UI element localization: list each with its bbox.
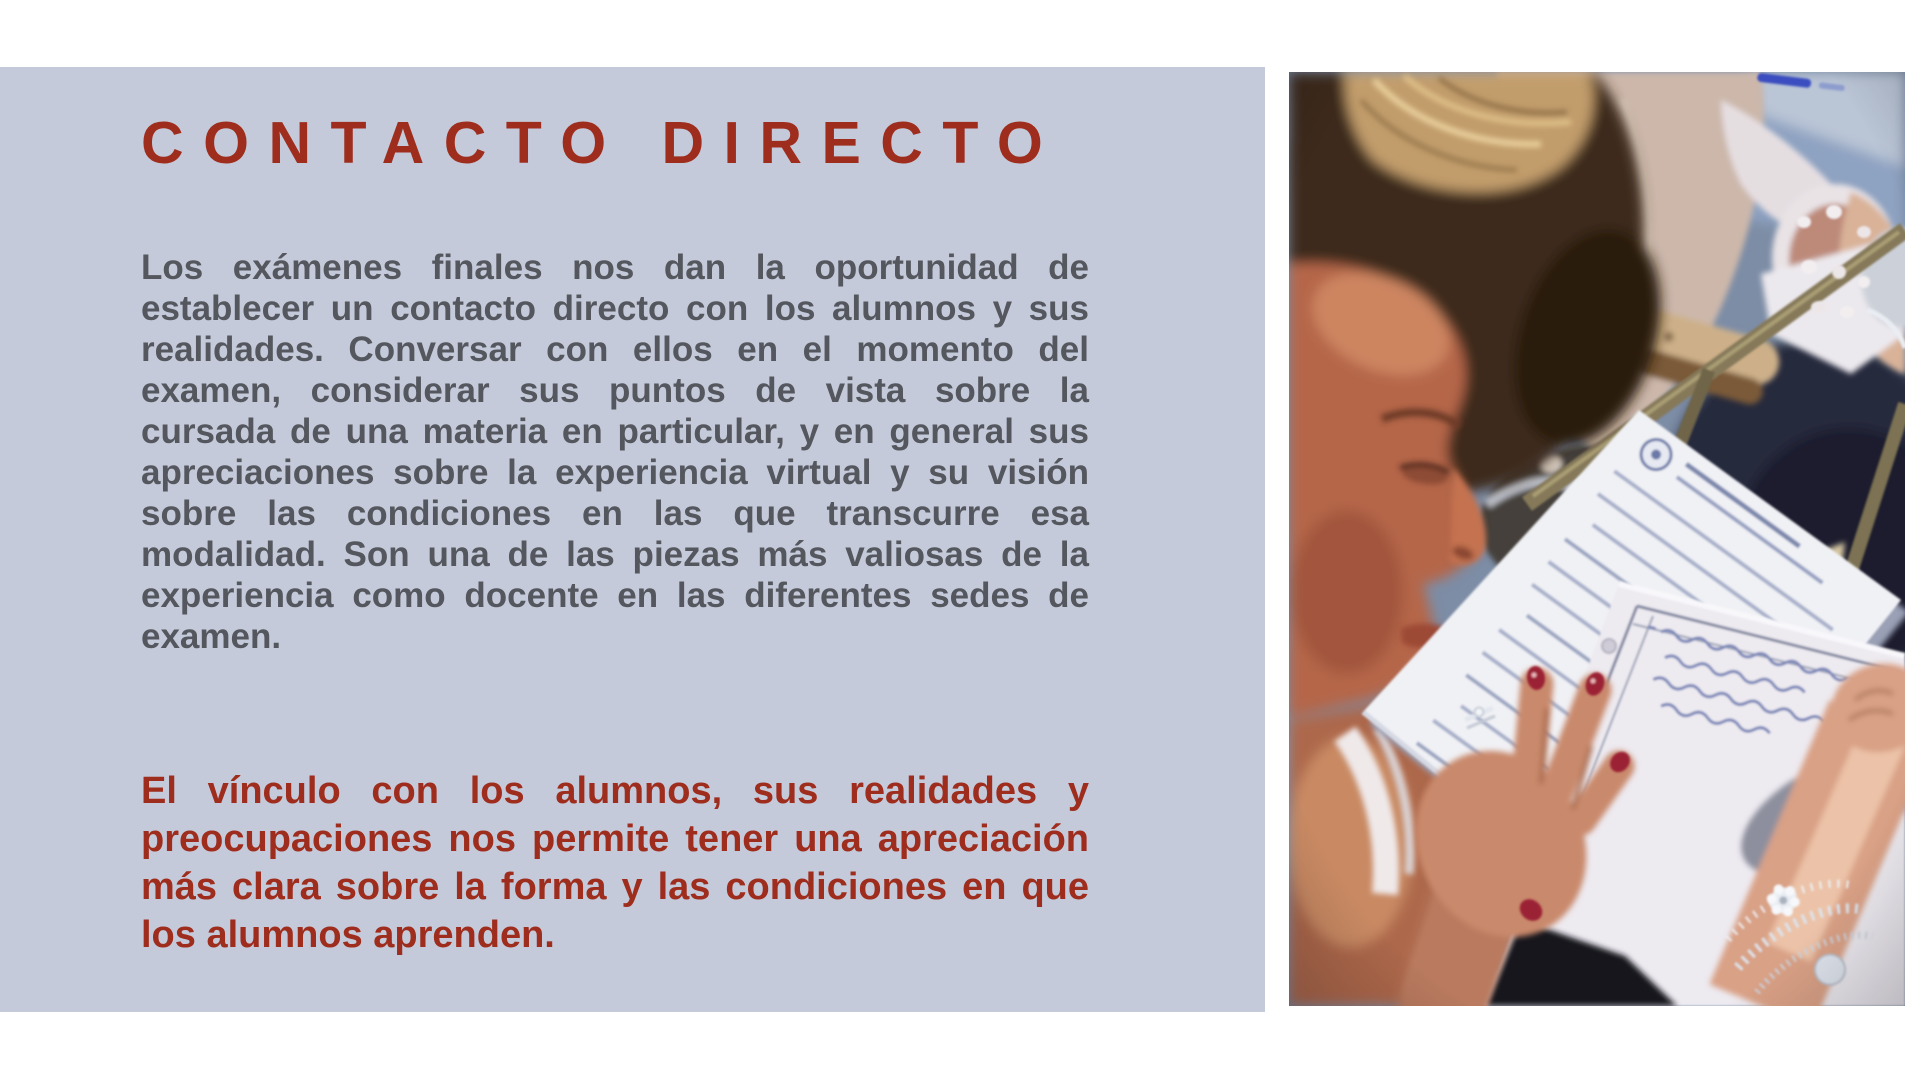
highlight-paragraph: El vínculo con los alumnos, sus realidades y preocupaciones nos permite tener una apreciación más clara sobre la forma y las condiciones en que los alumnos aprenden.	[141, 770, 1089, 956]
exam-review-photo	[1289, 72, 1905, 1006]
photo-frame	[1289, 72, 1905, 1006]
slide-title: CONTACTO DIRECTO	[141, 110, 1063, 176]
photo-vignette	[1289, 72, 1905, 1006]
body-paragraph: Los exámenes finales nos dan la oportunidad de establecer un contacto directo con los alumnos y sus realidades. Conversar con ellos en el momento del examen, considerar sus puntos de vista sobre la cursada de una materia en particular, y en general sus apreciaciones sobre la experiencia virtual y su visión sobre las condiciones en las que transcurre esa modalidad. Son una de las piezas más valiosas de la experiencia como docente en las diferentes sedes de examen.	[141, 248, 1089, 656]
text-panel	[0, 67, 1265, 1012]
